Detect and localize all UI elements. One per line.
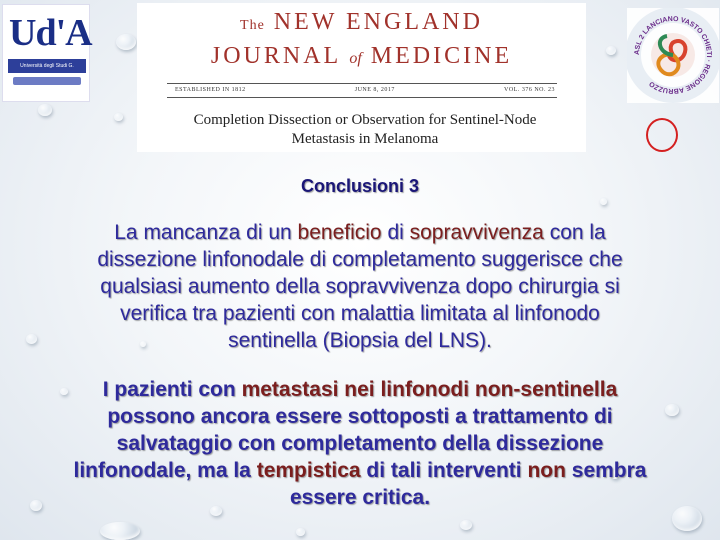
paragraph-line: essere critica.: [289, 486, 431, 509]
logo-ribbon: [13, 77, 81, 85]
water-drop: [114, 113, 123, 121]
logo-subtitle: Università degli Studi G.: [8, 59, 86, 73]
highlight-sopravvivenza: sopravvivenza: [409, 221, 544, 244]
text-run: di: [381, 221, 410, 244]
nejm-article-title: [165, 111, 565, 149]
nejm-title-line1: [137, 9, 586, 36]
asl-ring-text: ASL 2 LANCIANO VASTO CHIETI · REGIONE ABRUZZO: [633, 15, 713, 95]
nejm-title-the: The: [240, 18, 265, 33]
paragraph-line: verifica tra pazienti con malattia limitata al linfonodo: [120, 302, 600, 325]
article-title-line2: Metastasis in Melanoma: [291, 131, 439, 147]
slide-heading: Conclusioni 3: [300, 176, 419, 196]
paragraph-line: qualsiasi aumento della sopravvivenza dopo chirurgia si: [100, 275, 620, 298]
paragraph-line: salvataggio con completamento della dissezione: [116, 432, 604, 455]
nejm-date: JUNE 8, 2017: [354, 87, 395, 93]
nejm-established: ESTABLISHED IN 1812: [175, 87, 246, 93]
nejm-title-journal: JOURNAL: [210, 43, 341, 69]
highlight-beneficio: beneficio: [297, 221, 382, 244]
text-run: La mancanza di un: [114, 221, 298, 244]
text-run: sembra: [565, 459, 647, 482]
nejm-title-new-england: NEW ENGLAND: [273, 9, 483, 35]
text-run: I pazienti con: [102, 378, 242, 401]
conclusion-paragraph-1: [0, 219, 720, 354]
nejm-title-of: of: [349, 50, 362, 67]
water-drop: [100, 522, 140, 540]
divider: [167, 83, 557, 84]
highlight-tempistica: tempistica: [256, 459, 361, 482]
marker-circle: [646, 118, 678, 152]
nejm-title-line2: [137, 43, 586, 70]
nejm-volume: VOL. 376 NO. 23: [503, 87, 555, 93]
water-drop: [606, 46, 616, 55]
water-drop: [460, 520, 472, 530]
highlight-metastasi: metastasi nei linfonodi non-sentinella: [241, 378, 618, 401]
text-run: con la: [543, 221, 606, 244]
paragraph-line: [0, 219, 720, 246]
water-drop: [600, 198, 607, 205]
text-run: di tali interventi: [360, 459, 528, 482]
logo-text: Ud'A: [9, 12, 92, 54]
nejm-article-header: [137, 3, 586, 152]
nejm-issue-info: [175, 87, 555, 93]
paragraph-line: [0, 457, 720, 484]
conclusion-paragraph-2: [0, 376, 720, 511]
article-title-line1: Completion Dissection or Observation for Sentinel-Node: [193, 112, 537, 128]
water-drop: [38, 104, 52, 116]
highlight-non: non: [527, 459, 566, 482]
water-drop: [296, 528, 305, 536]
paragraph-line: sentinella (Biopsia del LNS).: [228, 329, 492, 352]
paragraph-line: [0, 376, 720, 403]
paragraph-line: possono ancora essere sottoposti a trattamento di: [107, 405, 613, 428]
divider: [167, 97, 557, 98]
university-logo: [2, 4, 90, 102]
nejm-title-medicine: MEDICINE: [370, 43, 513, 69]
water-drop: [116, 34, 136, 50]
paragraph-line: dissezione linfonodale di completamento suggerisce che: [97, 248, 623, 271]
text-run: linfonodale, ma la: [73, 459, 257, 482]
asl-logo: [627, 8, 719, 103]
